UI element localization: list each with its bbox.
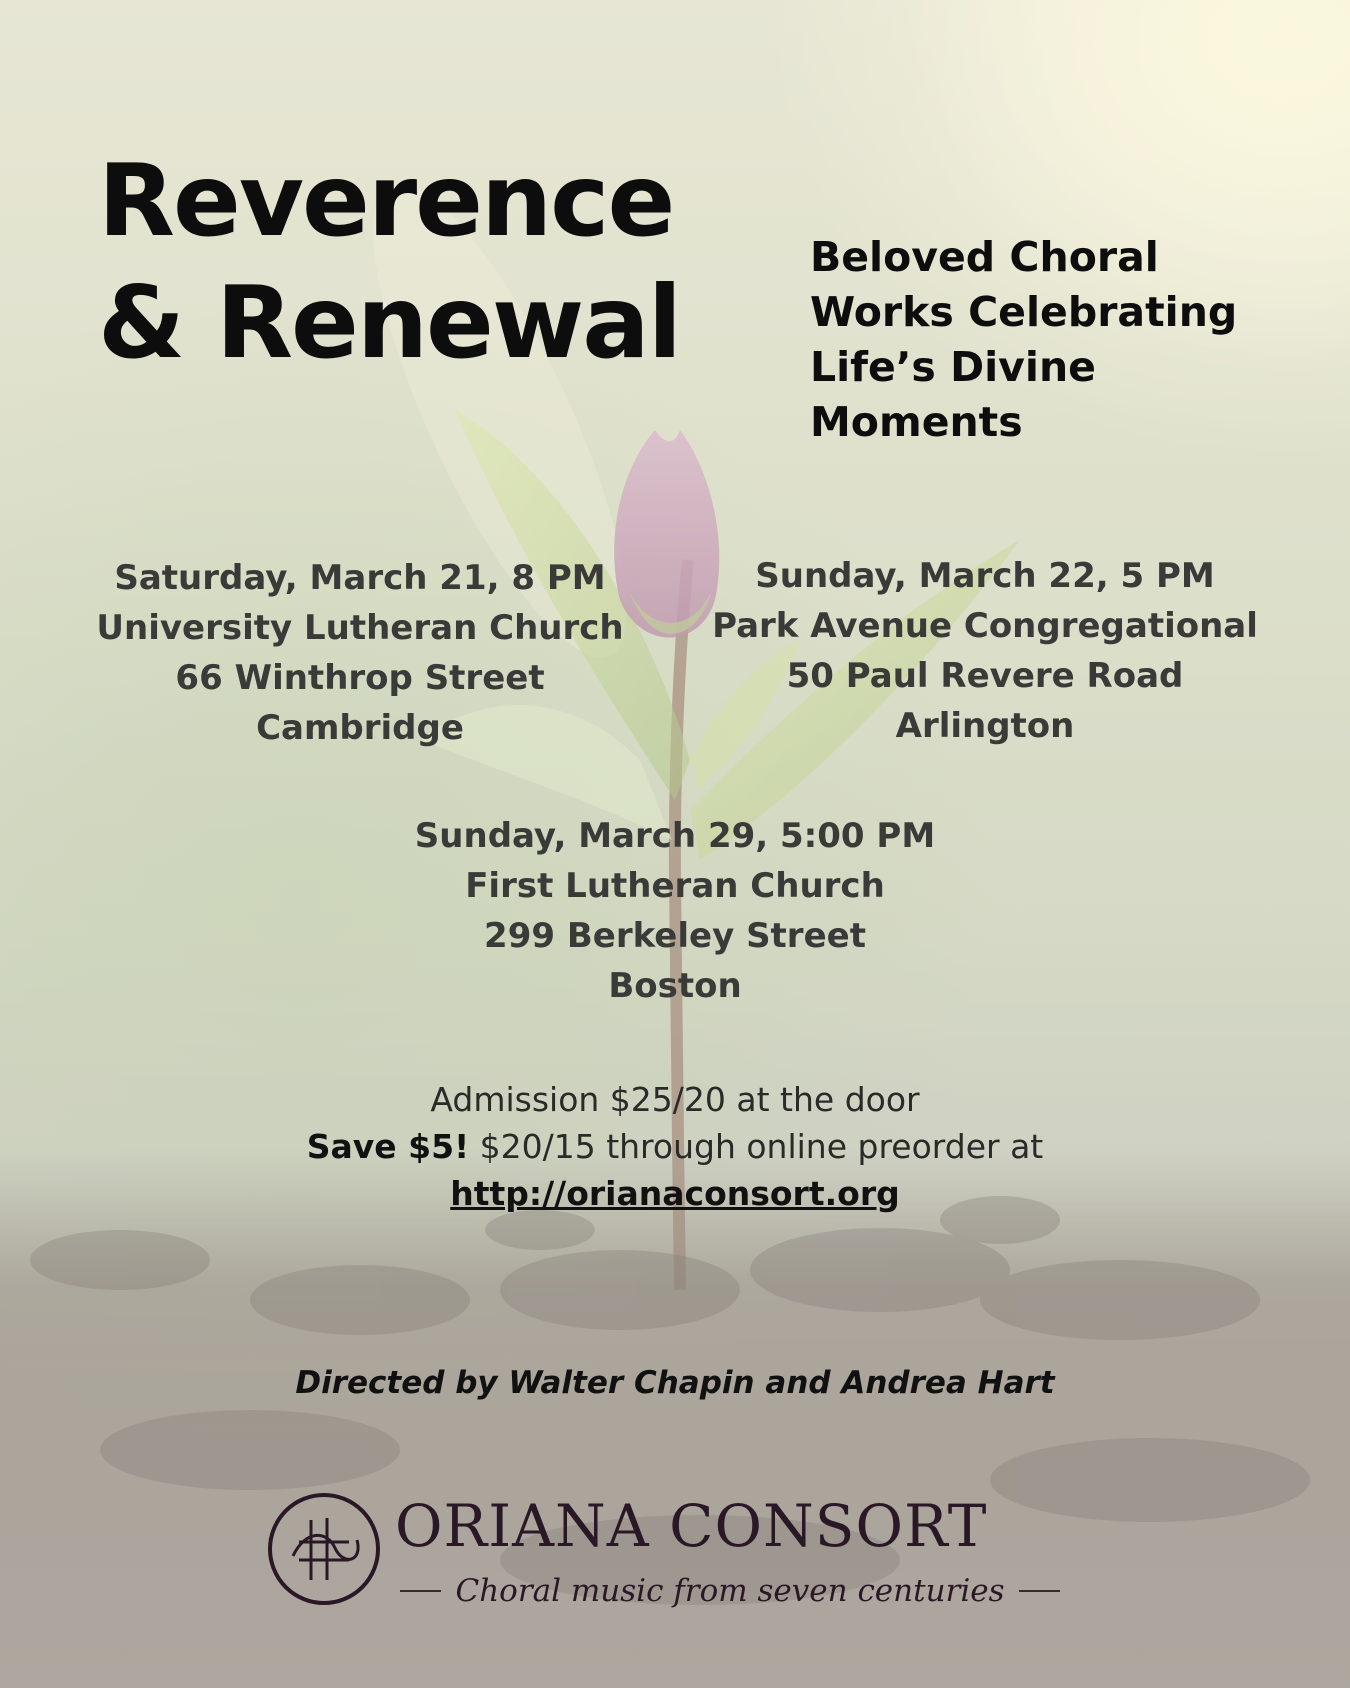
subtitle-line-1: Beloved Choral — [810, 233, 1159, 281]
event-city: Arlington — [895, 706, 1075, 746]
website-link[interactable]: http://orianaconsort.org — [450, 1174, 900, 1213]
preorder-offer — [175, 1123, 1175, 1170]
poster-title — [98, 140, 798, 384]
subtitle-line-4: Moments — [810, 398, 1023, 446]
title-line-1: Reverence — [98, 142, 674, 259]
tagline-row — [400, 1568, 1060, 1614]
title-line-2: & Renewal — [98, 264, 680, 381]
tagline-rule-right — [1019, 1590, 1060, 1592]
subtitle-line-2: Works Celebrating — [810, 288, 1238, 336]
event-venue: First Lutheran Church — [465, 866, 885, 906]
event-date: Saturday, March 21, 8 PM — [114, 558, 606, 598]
admission-price: Admission $25/20 at the door — [430, 1080, 920, 1119]
tagline: Choral music from seven centuries — [455, 1573, 1005, 1609]
organization-name: ORIANA CONSORT — [395, 1492, 988, 1560]
event-city: Cambridge — [256, 708, 464, 748]
event-arlington — [685, 551, 1285, 751]
event-venue: Park Avenue Congregational — [712, 606, 1258, 646]
event-address: 66 Winthrop Street — [175, 658, 545, 698]
preorder-text: $20/15 through online preorder at — [469, 1127, 1044, 1166]
event-venue: University Lutheran Church — [96, 608, 624, 648]
oriana-consort-logo — [265, 1486, 1085, 1626]
monogram-circle-icon — [265, 1490, 383, 1608]
admission-info — [175, 1076, 1175, 1217]
event-date: Sunday, March 29, 5:00 PM — [414, 816, 936, 856]
event-address: 50 Paul Revere Road — [786, 656, 1184, 696]
poster-subtitle — [810, 230, 1290, 450]
event-address: 299 Berkeley Street — [484, 916, 866, 956]
tagline-rule-left — [400, 1590, 441, 1592]
save-label: Save $5! — [306, 1127, 470, 1166]
event-cambridge — [60, 553, 660, 753]
subtitle-line-3: Life’s Divine — [810, 343, 1096, 391]
directors-credit: Directed by Walter Chapin and Andrea Hart — [295, 1365, 1055, 1401]
event-city: Boston — [608, 966, 742, 1006]
event-date: Sunday, March 22, 5 PM — [755, 556, 1215, 596]
event-boston — [375, 811, 975, 1011]
